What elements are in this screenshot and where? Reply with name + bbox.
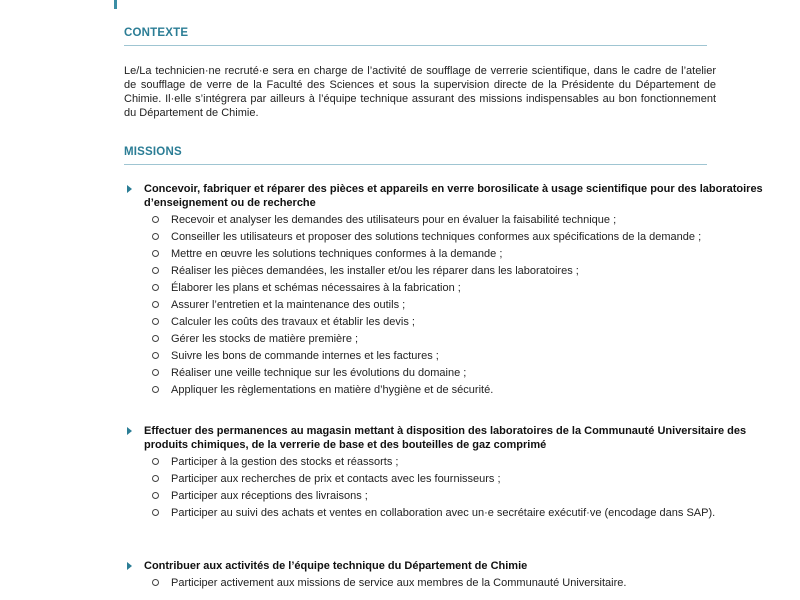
mission-task-list bbox=[124, 213, 764, 397]
list-item-text: Élaborer les plans et schémas nécessaires à la fabrication ; bbox=[171, 282, 461, 294]
list-item bbox=[124, 230, 764, 244]
list-item bbox=[124, 366, 764, 380]
list-item-text: Participer au suivi des achats et ventes en collaboration avec un·e secrétaire exécutif·ve (encodage dans SAP). bbox=[171, 507, 716, 519]
circle-bullet-icon bbox=[152, 267, 159, 274]
circle-bullet-icon bbox=[152, 458, 159, 465]
list-item bbox=[124, 213, 764, 227]
list-item-text: Participer aux recherches de prix et contacts avec les fournisseurs ; bbox=[171, 473, 501, 485]
circle-bullet-icon bbox=[152, 386, 159, 393]
mission-title bbox=[124, 182, 764, 210]
list-item-text: Participer aux réceptions des livraisons ; bbox=[171, 490, 368, 502]
list-item-text: Mettre en œuvre les solutions techniques conformes à la demande ; bbox=[171, 248, 503, 260]
circle-bullet-icon bbox=[152, 369, 159, 376]
mission-block-2 bbox=[124, 424, 764, 523]
list-item-text: Recevoir et analyser les demandes des utilisateurs pour en évaluer la faisabilité technique ; bbox=[171, 214, 617, 226]
circle-bullet-icon bbox=[152, 284, 159, 291]
mission-title bbox=[124, 424, 764, 452]
circle-bullet-icon bbox=[152, 216, 159, 223]
list-item-text: Conseiller les utilisateurs et proposer des solutions techniques conformes aux spécifications de la demande ; bbox=[171, 231, 702, 243]
list-item-text: Calculer les coûts des travaux et établir les devis ; bbox=[171, 316, 415, 328]
list-item bbox=[124, 576, 764, 590]
circle-bullet-icon bbox=[152, 301, 159, 308]
circle-bullet-icon bbox=[152, 579, 159, 586]
context-heading: CONTEXTE bbox=[124, 27, 707, 46]
circle-bullet-icon bbox=[152, 250, 159, 257]
mission-block-3 bbox=[124, 559, 764, 593]
list-item bbox=[124, 281, 764, 295]
list-item bbox=[124, 455, 764, 469]
circle-bullet-icon bbox=[152, 352, 159, 359]
list-item bbox=[124, 506, 741, 520]
missions-heading: MISSIONS bbox=[124, 146, 707, 165]
list-item-text: Suivre les bons de commande internes et les factures ; bbox=[171, 350, 439, 362]
list-item-text: Gérer les stocks de matière première ; bbox=[171, 333, 359, 345]
circle-bullet-icon bbox=[152, 318, 159, 325]
list-item-text: Réaliser une veille technique sur les évolutions du domaine ; bbox=[171, 367, 467, 379]
triangle-bullet-icon bbox=[127, 427, 132, 435]
mission-title-text: Effectuer des permanences au magasin mettant à disposition des laboratoires de la Communauté Universitaire des produits chimiques, de la verrerie de base et des bouteilles de gaz comprimé bbox=[144, 425, 747, 451]
list-item-text: Appliquer les règlementations en matière d’hygiène et de sécurité. bbox=[171, 384, 494, 396]
list-item bbox=[124, 472, 764, 486]
list-item bbox=[124, 298, 764, 312]
context-paragraph: Le/La technicien·ne recruté·e sera en charge de l’activité de soufflage de verrerie scientifique, dans le cadre de l’atelier de soufflage de verre de la Faculté des Sciences et sous la supervision directe de la Présidente du Département de Chimie. Il·elle s’intégrera par ailleurs à l’équipe technique assurant des missions indispensables au bon fonctionnement du Département de Chimie. bbox=[124, 65, 716, 119]
circle-bullet-icon bbox=[152, 335, 159, 342]
circle-bullet-icon bbox=[152, 475, 159, 482]
mission-block-1 bbox=[124, 182, 764, 400]
list-item-text: Participer activement aux missions de service aux membres de la Communauté Universitaire. bbox=[171, 577, 627, 589]
list-item bbox=[124, 315, 764, 329]
mission-task-list bbox=[124, 455, 764, 520]
triangle-bullet-icon bbox=[127, 562, 132, 570]
list-item-text: Assurer l’entretien et la maintenance des outils ; bbox=[171, 299, 406, 311]
triangle-bullet-icon bbox=[127, 185, 132, 193]
top-accent-bar bbox=[114, 0, 117, 9]
mission-title bbox=[124, 559, 764, 573]
circle-bullet-icon bbox=[152, 509, 159, 516]
list-item bbox=[124, 349, 764, 363]
list-item bbox=[124, 332, 764, 346]
list-item bbox=[124, 383, 764, 397]
mission-task-list bbox=[124, 576, 764, 590]
mission-title-text: Contribuer aux activités de l’équipe technique du Département de Chimie bbox=[144, 560, 528, 572]
list-item-text: Réaliser les pièces demandées, les installer et/ou les réparer dans les laboratoires ; bbox=[171, 265, 579, 277]
list-item bbox=[124, 247, 764, 261]
list-item bbox=[124, 489, 764, 503]
list-item-text: Participer à la gestion des stocks et réassorts ; bbox=[171, 456, 399, 468]
circle-bullet-icon bbox=[152, 492, 159, 499]
mission-title-text: Concevoir, fabriquer et réparer des pièces et appareils en verre borosilicate à usage scientifique pour des laboratoires d’enseignement ou de recherche bbox=[144, 183, 763, 209]
list-item bbox=[124, 264, 764, 278]
circle-bullet-icon bbox=[152, 233, 159, 240]
